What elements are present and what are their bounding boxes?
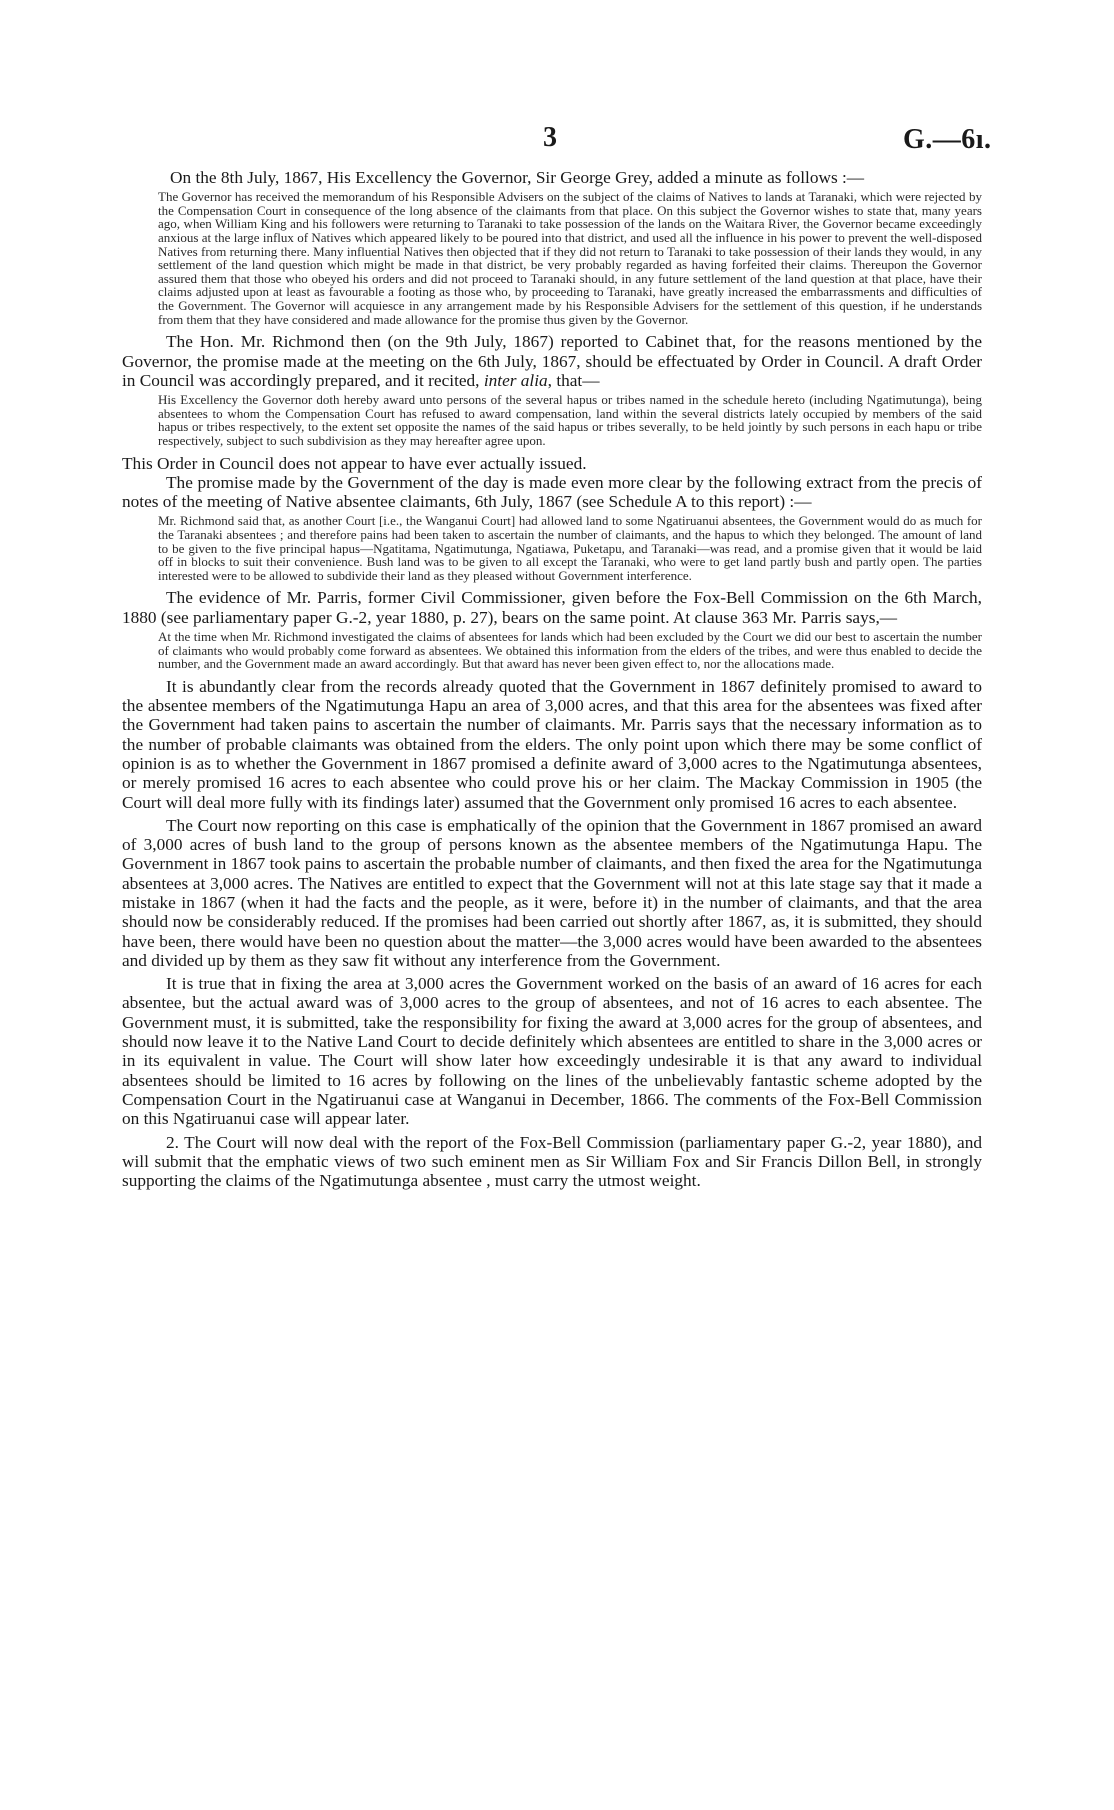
paragraph-court-opinion: The Court now reporting on this case is emphatically of the opinion that the Government in 1867 promised an award of 3,000 acres of bush land to the group of persons known as the absentee members of the Ngatimutunga Hapu. The Government in 1867 took pains to ascertain the probable number of claimants, and then fixed the area for the Ngatimutunga absentees at 3,000 acres. The Natives are entitled to expect that the Government will not at this late stage say that it made a mistake in 1867 (when it had the facts and the people, as it were, before it) in the number of claimants, and that the area should now be considerably reduced. If the promises had been carried out shortly after 1867, as, it is submitted, they should have been, there would have been no question about the matter—the 3,000 acres would have been awarded to the absentees and divided up by them as they saw fit without any interference from the Government. [122,815,982,970]
quote-richmond-said: Mr. Richmond said that, as another Court [i.e., the Wanganui Court] had allowed land to some Ngatiruanui absentees, the Government would do as much for the Taranaki absentees ; and therefore pains had been taken to ascertain the number of claimants, and the hapus to which they belonged. The amount of land to be given to the five principal hapus—Ngatitama, Ngatimutunga, Ngatiawa, Puketapu, and Taranaki—was read, and a promise given that it would be laid off in blocks to suit their convenience. Bush land was to be given to all except the Taranaki, who were to get land partly bush and partly open. The parties interested were to be allowed to subdivide their land as they pleased without Government interference. [158,513,982,583]
paragraph-abundantly-clear: It is abundantly clear from the records already quoted that the Government in 1867 definitely promised to award to the absentee members of the Ngatimutunga Hapu an area of 3,000 acres, and that this area for the absentees was fixed after the Government had taken pains to ascertain the number of claimants. Mr. Parris says that the necessary information as to the number of probable claimants was obtained from the elders. The only point upon which there may be some conflict of opinion is as to whether the Government in 1867 promised a definite award of 3,000 acres to the Ngatimutunga absentees, or merely promised 16 acres to each absentee who could prove his or her claim. The Mackay Commission in 1905 (the Court will deal more fully with its findings later) assumed that the Government only promised 16 acres to each absentee. [122,676,982,812]
paragraph-governor-minute-intro: On the 8th July, 1867, His Excellency the Governor, Sir George Grey, added a minute as follows :— [170,168,865,187]
inter-alia-italic: inter alia [483,370,548,390]
quote-order-in-council: His Excellency the Governor doth hereby award unto persons of the several hapus or tribes named in the schedule hereto (including Ngatimutunga), being absentees to whom the Compensation Court has refused to award compensation, land within the several districts lately occupied by members of the said hapus or tribes respectively, to the extent set opposite the names of the said hapus or tribes severally, to be held jointly by such persons in each hapu or tribe respectively, subject to such subdivision as they may hereafter agree upon. [158,392,982,448]
paragraph-parris-evidence: The evidence of Mr. Parris, former Civil Commissioner, given before the Fox-Bell Commission on the 6th March, 1880 (see parliamentary paper G.-2, year 1880, p. 27), bears on the same point. At clause 363 Mr. Parris says,— [122,588,982,627]
page-number: 3 [543,122,557,153]
quote-parris-clause: At the time when Mr. Richmond investigated the claims of absentees for lands which had been excluded by the Court we did our best to ascertain the number of claimants who would probably come forward as absentees. We obtained this information from the elders of the tribes, and were thus enabled to decide the number, and the Government made an award accordingly. But that award has never been given effect to, nor the allocations made. [158,628,982,672]
paragraph-richmond-report [122,332,982,390]
quote-governor-minute: The Governor has received the memorandum of his Responsible Advisers on the subject of the claims of Natives to lands at Taranaki, which were rejected by the Compensation Court in consequence of the long absence of the claimants from that place. On this subject the Governor wishes to state that, many years ago, when William King and his followers were returning to Taranaki to take possession of the lands on the Waitara River, the Governor became exceedingly anxious at the large influx of Natives which appeared likely to be poured into that district, and used all the influence in his power to prevent the well-disposed Natives from returning there. Many influential Natives then objected that if they did not return to Taranaki to take possession of their lands they would, in any settlement of the land question which might be made in that district, be very probably regarded as having forfeited their claims. Thereupon the Governor assured them that those who obeyed his orders and did not proceed to Taranaki should, in any future settlement of the land question at that place, have their claims adjusted upon at least as favourable a footing as those who, by proceeding to Taranaki, have greatly increased the embarrassments and difficulties of the Government. The Governor will acquiesce in any arrangement made by his Responsible Advisers for the settlement of this question, if he understands from them that they have considered and made allowance for the promise thus given by the Governor. [158,189,982,327]
paragraph-order-not-issued: This Order in Council does not appear to have ever actually issued. [122,453,587,473]
document-body [122,168,982,1190]
paragraph-fox-bell-commission: 2. The Court will now deal with the report of the Fox-Bell Commission (parliamentary paper G.-2, year 1880), and will submit that the emphatic views of two such eminent men as Sir William Fox and Sir Francis Dillon Bell, in strongly supporting the claims of the Ngatimutunga absentee , must carry the utmost weight. [122,1132,982,1191]
document-reference: G.—6ı. [903,124,992,155]
paragraph-true-that: It is true that in fixing the area at 3,000 acres the Government worked on the basis of an award of 16 acres for each absentee, but the actual award was of 3,000 acres to the group of absentees, and not of 16 acres to each absentee. The Government must, it is submitted, take the responsibility for fixing the award at 3,000 acres for the group of absentees, and should now leave it to the Native Land Court to decide definitely which absentees are entitled to share in the 3,000 acres or in its equivalent in value. The Court will show later how exceedingly undesirable it is that any award to individual absentees should be limited to 16 acres by following on the lines of the unbelievably fantastic scheme adopted by the Compensation Court in the Ngatiruanui case at Wanganui in December, 1866. The comments of the Fox-Bell Commission on this Ngatiruanui case will appear later. [122,974,982,1129]
paragraph-promise-extract: The promise made by the Government of the day is made even more clear by the following extract from the precis of notes of the meeting of Native absentee claimants, 6th July, 1867 (see Schedule A to this report) :— [122,472,982,512]
richmond-report-end: , that— [547,370,600,390]
richmond-report-text: The Hon. Mr. Richmond then (on the 9th July, 1867) reported to Cabinet that, for the reasons mentioned by the Governor, the promise made at the meeting on the 6th July, 1867, should be effectuated by Order in Council. A draft Order in Council was accordingly prepared, and it recited, [122,332,982,390]
